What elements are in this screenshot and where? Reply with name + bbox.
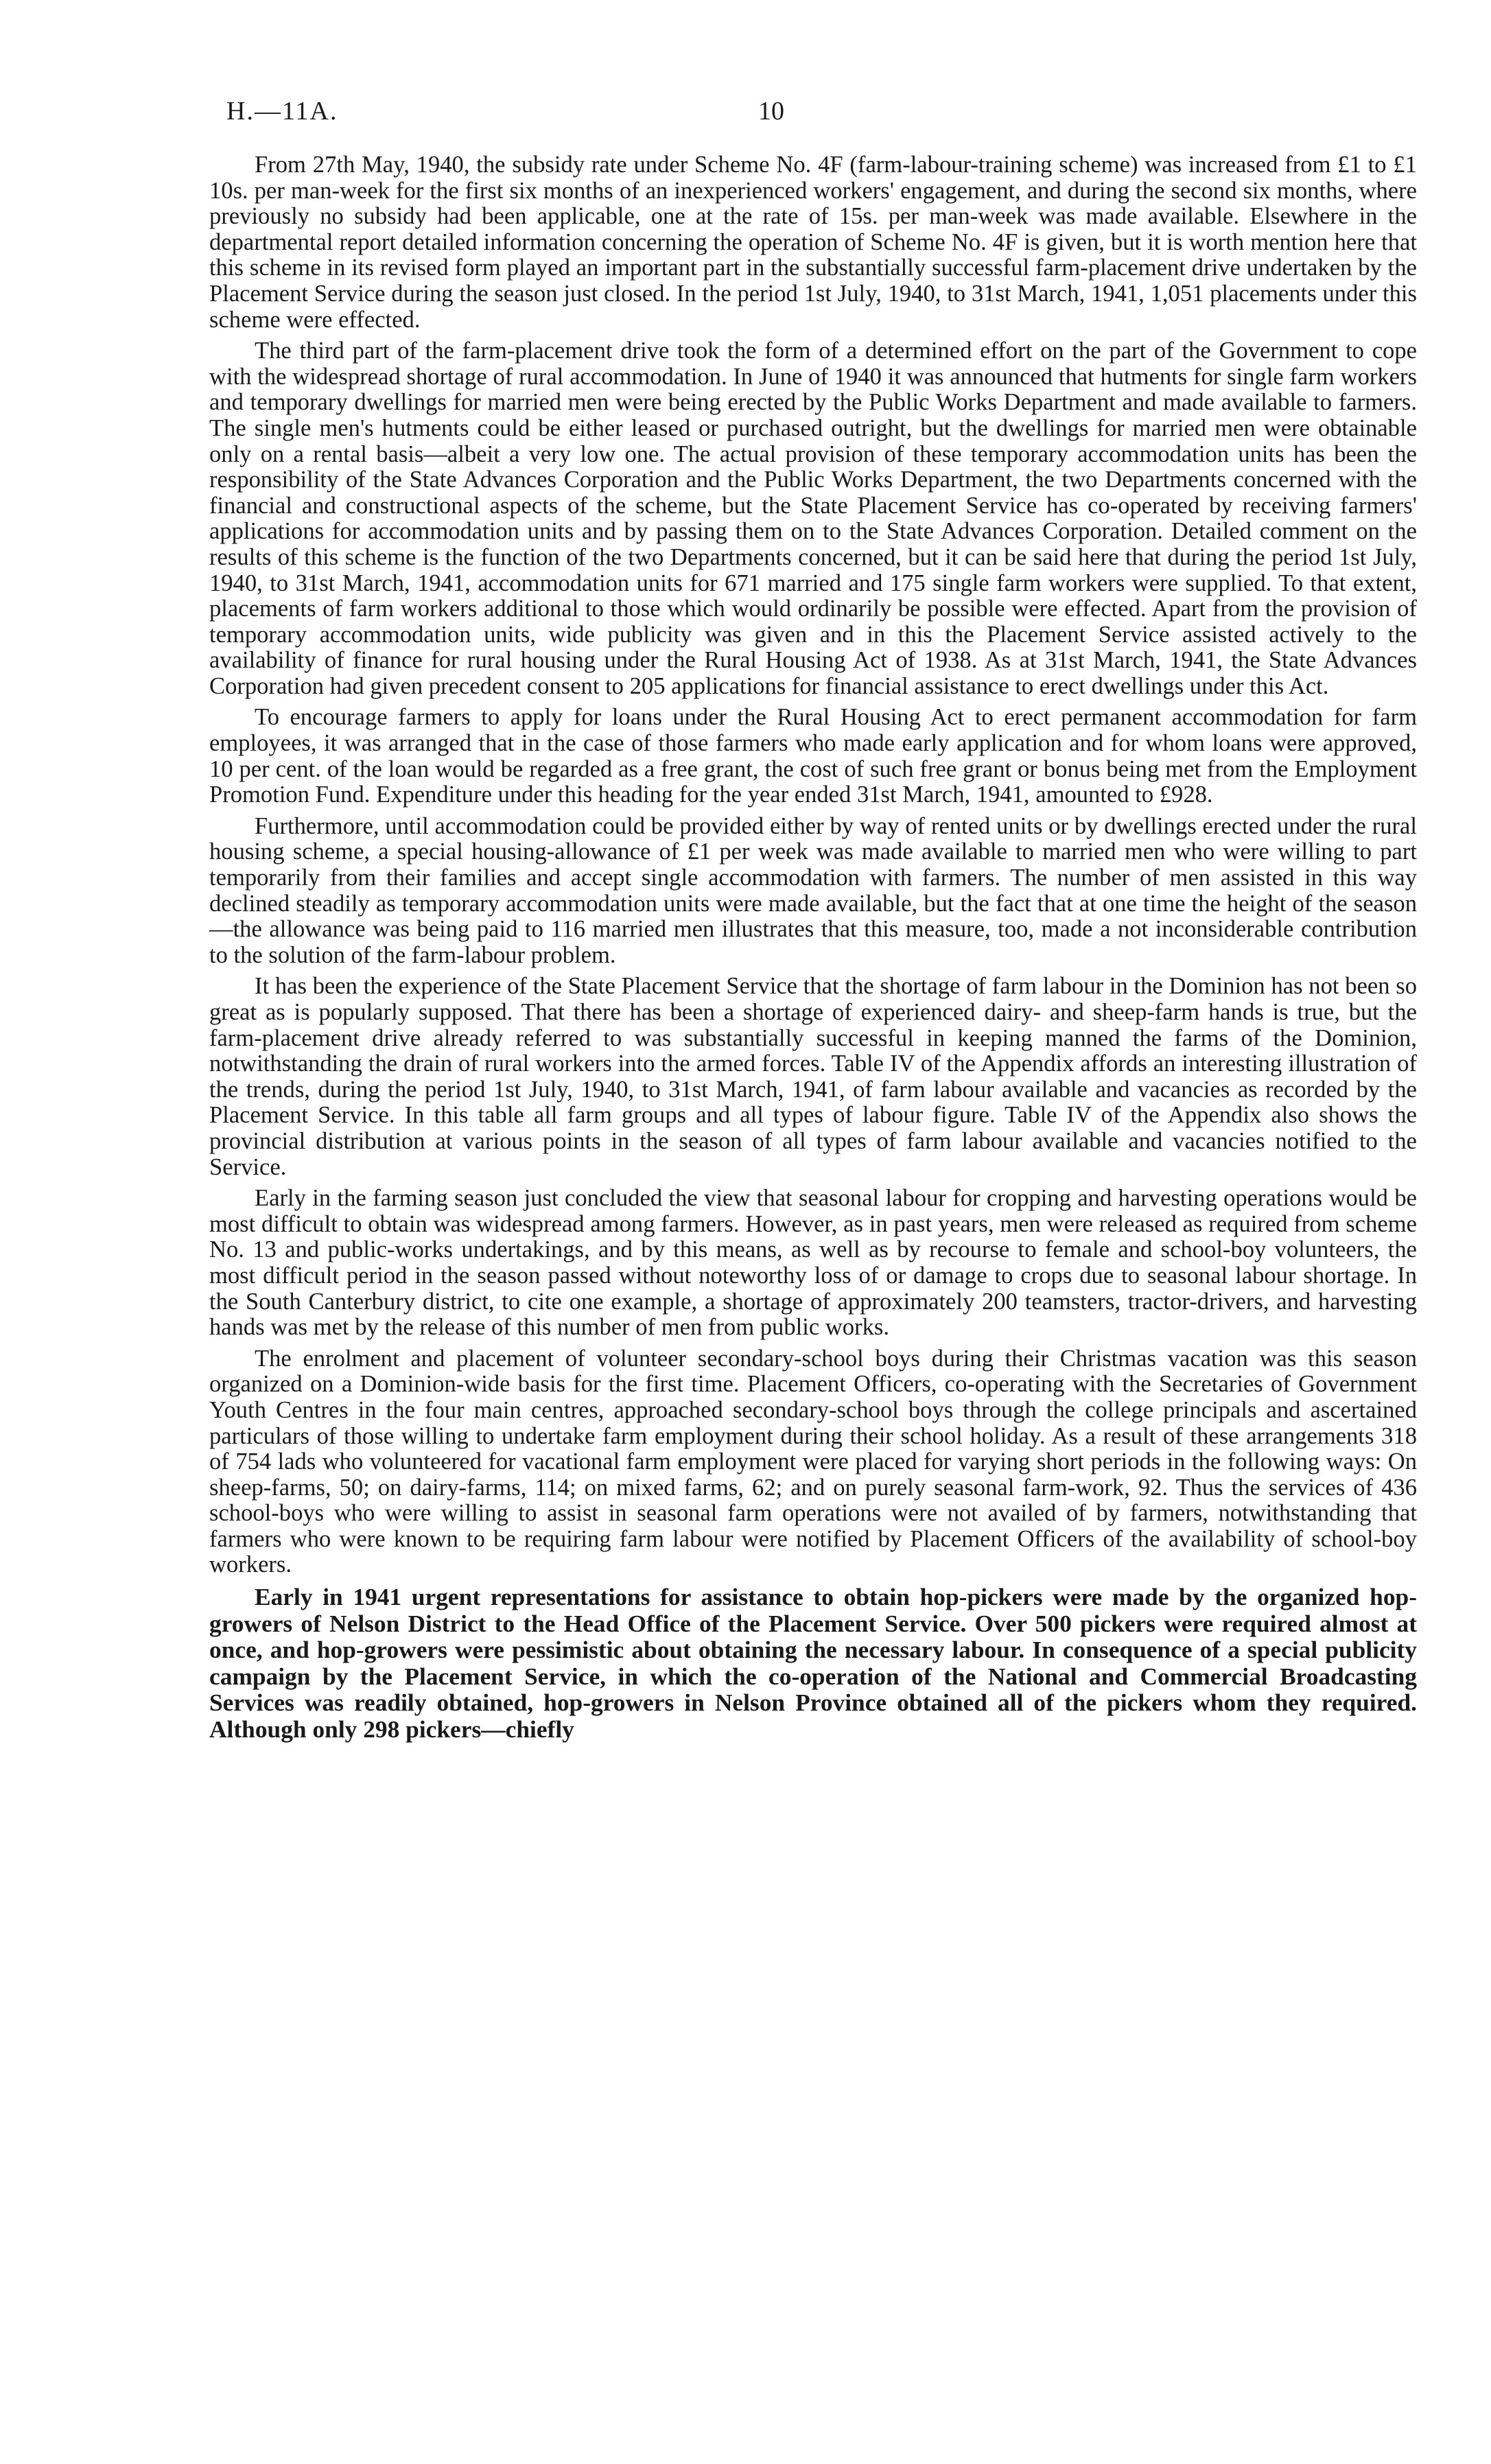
paragraph-farm-labour-shortage: It has been the experience of the State Placement Service that the shortage of farm labour in the Dominion has not been so great as is popularly supposed. That there has been a shortage of experienced dairy- and sheep-farm hands is true, but the farm-placement drive already referred to was substantially successful in keeping manned the farms of the Dominion, notwithstanding the drain of rural workers into the armed forces. Table IV of the Appendix affords an interesting illustration of the trends, during the period 1st July, 1940, to 31st March, 1941, of farm labour available and vacancies as recorded by the Placement Service. In this table all farm groups and all types of labour figure. Table IV of the Appendix also shows the provincial distribution at various points in the season of all types of farm labour available and vacancies notified to the Service.: [209, 973, 1417, 1180]
page-number: 10: [758, 97, 784, 126]
paragraph-hop-pickers: Early in 1941 urgent representations for assistance to obtain hop-pickers were made by the organized hop-growers of Nelson District to the Head Office of the Placement Service. Over 500 pickers were required almost at once, and hop-growers were pessimistic about obtaining the necessary labour. In consequence of a special publicity campaign by the Placement Service, in which the co-operation of the National and Commercial Broadcasting Services was readily obtained, hop-growers in Nelson Province obtained all of the pickers whom they required. Although only 298 pickers—chiefly: [209, 1583, 1417, 1743]
document-reference: H.—11A.: [226, 97, 338, 126]
page-header: [226, 96, 1417, 137]
paragraph-rural-accommodation: The third part of the farm-placement drive took the form of a determined effort on the part of the Government to cope with the widespread shortage of rural accommodation. In June of 1940 it was announced that hutments for single farm workers and temporary dwellings for married men were being erected by the Public Works Department and made available to farmers. The single men's hutments could be either leased or purchased outright, but the dwellings for married men were obtainable only on a rental basis—albeit a very low one. The actual provision of these temporary accommodation units has been the responsibility of the State Advances Corporation and the Public Works Department, the two Departments concerned with the financial and constructional aspects of the scheme, but the State Placement Service has co-operated by receiving farmers' applications for accommodation units and by passing them on to the State Advances Corporation. Detailed comment on the results of this scheme is the function of the two Departments concerned, but it can be said here that during the period 1st July, 1940, to 31st March, 1941, accommodation units for 671 married and 175 single farm workers were supplied. To that extent, placements of farm workers additional to those which would ordinarily be possible were effected. Apart from the provision of temporary accommodation units, wide publicity was given and in this the Placement Service assisted actively to the availability of finance for rural housing under the Rural Housing Act of 1938. As at 31st March, 1941, the State Advances Corporation had given precedent consent to 205 applications for financial assistance to erect dwellings under this Act.: [209, 338, 1417, 699]
paragraph-seasonal-labour: Early in the farming season just concluded the view that seasonal labour for cropping and harvesting operations would be most difficult to obtain was widespread among farmers. However, as in past years, men were released as required from scheme No. 13 and public-works undertakings, and by this means, as well as by recourse to female and school-boy volunteers, the most difficult period in the season passed without noteworthy loss of or damage to crops due to seasonal labour shortage. In the South Canterbury district, to cite one example, a shortage of approximately 200 teamsters, tractor-drivers, and harvesting hands was met by the release of this number of men from public works.: [209, 1185, 1417, 1341]
body-text: [209, 152, 1417, 1748]
paragraph-housing-allowance: Furthermore, until accommodation could be provided either by way of rented units or by dwellings erected under the rural housing scheme, a special housing-allowance of £1 per week was made available to married men who were willing to part temporarily from their families and accept single accommodation with farmers. The number of men assisted in this way declined steadily as temporary accommodation units were made available, but the fact that at one time the height of the season—the allowance was being paid to 116 married men illustrates that this measure, too, made a not inconsiderable contribution to the solution of the farm-labour problem.: [209, 812, 1417, 968]
paragraph-subsidy-rate: From 27th May, 1940, the subsidy rate under Scheme No. 4F (farm-labour-training scheme) was increased from £1 to £1 10s. per man-week for the first six months of an inexperienced workers' engagement, and during the second six months, where previously no subsidy had been applicable, one at the rate of 15s. per man-week was made available. Elsewhere in the departmental report detailed information concerning the operation of Scheme No. 4F is given, but it is worth mention here that this scheme in its revised form played an important part in the substantially successful farm-placement drive undertaken by the Placement Service during the season just closed. In the period 1st July, 1940, to 31st March, 1941, 1,051 placements under this scheme were effected.: [209, 152, 1417, 333]
paragraph-rural-housing-loans: To encourage farmers to apply for loans under the Rural Housing Act to erect permanent accommodation for farm employees, it was arranged that in the case of those farmers who made early application and for whom loans were approved, 10 per cent. of the loan would be regarded as a free grant, the cost of such free grant or bonus being met from the Employment Promotion Fund. Expenditure under this heading for the year ended 31st March, 1941, amounted to £928.: [209, 704, 1417, 808]
paragraph-school-boy-volunteers: The enrolment and placement of volunteer secondary-school boys during their Christmas vacation was this season organized on a Dominion-wide basis for the first time. Placement Officers, co-operating with the Secretaries of Government Youth Centres in the four main centres, approached secondary-school boys through the college principals and ascertained particulars of those willing to undertake farm employment during their school holiday. As a result of these arrangements 318 of 754 lads who volunteered for vacational farm employment were placed for varying short periods in the following ways: On sheep-farms, 50; on dairy-farms, 114; on mixed farms, 62; and on purely seasonal farm-work, 92. Thus the services of 436 school-boys who were willing to assist in seasonal farm operations were not availed of by farmers, notwithstanding that farmers who were known to be requiring farm labour were notified by Placement Officers of the availability of school-boy workers.: [209, 1345, 1417, 1578]
